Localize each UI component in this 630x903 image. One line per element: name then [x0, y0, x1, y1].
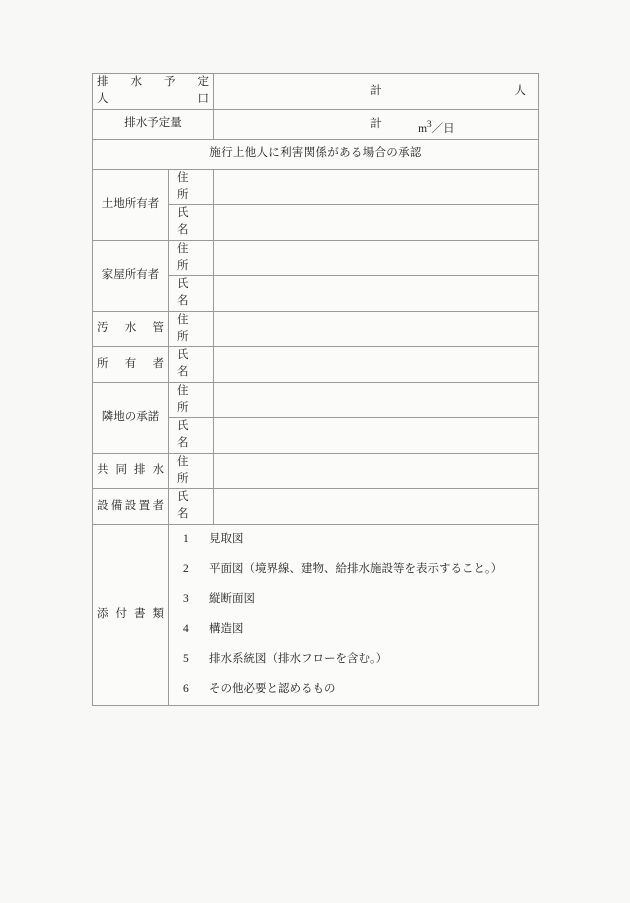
- label-planned-volume: 排水予定量: [93, 109, 214, 139]
- attachment-number: 1: [183, 532, 189, 545]
- label-jointinstaller-line1-text: 共 同 排 水: [97, 464, 164, 477]
- table-row-landowner-address: [93, 169, 539, 205]
- label-jointinstaller-line2: [93, 489, 169, 525]
- label-houseowner-name-text: 氏 名: [177, 278, 200, 308]
- label-neighbor-name: [169, 418, 214, 454]
- attachment-number: 5: [183, 652, 189, 665]
- table-row-jointinstaller-name: [93, 489, 539, 525]
- field-planned-population[interactable]: [214, 74, 539, 110]
- label-neighbor-address: [169, 382, 214, 418]
- label-landowner-address: [169, 169, 214, 205]
- label-neighbor-name-text: 氏 名: [177, 420, 200, 450]
- label-houseowner-address: [169, 240, 214, 276]
- label-jointinstaller-address: [169, 453, 214, 489]
- label-jointinstaller-line1: [93, 453, 169, 489]
- field-pipeowner-name[interactable]: [214, 347, 539, 383]
- unit-population: 人: [514, 84, 526, 97]
- list-item: [169, 675, 538, 705]
- planned-volume-inner: [214, 110, 538, 139]
- section-title-consent: 施行上他人に利害関係がある場合の承認: [93, 139, 539, 169]
- total-word-population: 計: [370, 84, 382, 97]
- unit-volume-tail: ／日: [431, 122, 455, 135]
- table-row-planned-population: [93, 74, 539, 110]
- attachment-text: 縦断面図: [209, 592, 255, 605]
- label-houseowner-name: [169, 276, 214, 312]
- label-planned-population-line2: 人 口: [97, 93, 209, 106]
- label-jointinstaller-name: [169, 489, 214, 525]
- attachments-list: [169, 525, 538, 705]
- label-planned-population: [93, 74, 214, 110]
- label-pipeowner-address-text: 住 所: [177, 313, 200, 343]
- label-houseowner-address-text: 住 所: [177, 242, 200, 272]
- field-pipeowner-address[interactable]: [214, 311, 539, 347]
- field-jointinstaller-address[interactable]: [214, 453, 539, 489]
- field-landowner-name[interactable]: [214, 205, 539, 241]
- list-item: [169, 615, 538, 645]
- unit-volume-base: m: [418, 122, 427, 135]
- field-houseowner-address[interactable]: [214, 240, 539, 276]
- attachment-number: 4: [183, 622, 189, 635]
- label-attachments: [93, 524, 169, 705]
- attachments-list-cell: [169, 524, 539, 705]
- attachment-text: 構造図: [209, 622, 244, 635]
- label-pipeowner-line2-text: 所 有 者: [97, 357, 164, 370]
- attachment-text: その他必要と認めるもの: [209, 682, 336, 695]
- table-row-pipeowner-address: [93, 311, 539, 347]
- table-row-pipeowner-name: [93, 347, 539, 383]
- unit-volume-superscript: 3: [426, 118, 432, 130]
- label-pipeowner-name: [169, 347, 214, 383]
- planned-population-inner: [214, 75, 538, 108]
- label-pipeowner-line1-text: 汚 水 管: [97, 322, 164, 335]
- list-item: [169, 555, 538, 585]
- table-row-neighbor-address: [93, 382, 539, 418]
- list-item: [169, 525, 538, 555]
- list-item: [169, 645, 538, 675]
- label-planned-population-line1: 排 水 予 定: [97, 76, 209, 88]
- attachment-number: 2: [183, 562, 189, 575]
- table-row-planned-volume: [93, 109, 539, 139]
- field-planned-volume[interactable]: [214, 109, 539, 139]
- attachment-number: 3: [183, 592, 189, 605]
- label-pipeowner-line2: [93, 347, 169, 383]
- label-landowner-name-text: 氏 名: [177, 207, 200, 237]
- table-row-section-title: [93, 139, 539, 169]
- field-neighbor-name[interactable]: [214, 418, 539, 454]
- field-jointinstaller-name[interactable]: [214, 489, 539, 525]
- total-word-volume: 計: [370, 117, 382, 130]
- table-row-jointinstaller-address: [93, 453, 539, 489]
- label-neighbor-address-text: 住 所: [177, 384, 200, 414]
- label-houseowner: 家屋所有者: [93, 240, 169, 311]
- attachment-text: 見取図: [209, 532, 244, 545]
- label-neighbor-consent: 隣地の承諾: [93, 382, 169, 453]
- field-neighbor-address[interactable]: [214, 382, 539, 418]
- label-jointinstaller-line2-text: 設備設置者: [97, 499, 164, 512]
- label-pipeowner-line1: [93, 311, 169, 347]
- field-houseowner-name[interactable]: [214, 276, 539, 312]
- table-row-houseowner-address: [93, 240, 539, 276]
- table-row-attachments: [93, 524, 539, 705]
- label-pipeowner-address: [169, 311, 214, 347]
- label-jointinstaller-name-text: 氏 名: [177, 491, 200, 521]
- unit-volume: [418, 110, 455, 144]
- drainage-application-table: [92, 73, 539, 706]
- field-landowner-address[interactable]: [214, 169, 539, 205]
- label-landowner-name: [169, 205, 214, 241]
- list-item: [169, 585, 538, 615]
- attachment-text: 排水系統図（排水フローを含む。）: [209, 652, 388, 665]
- label-attachments-text: 添 付 書 類: [97, 607, 164, 620]
- attachment-text: 平面図（境界線、建物、給排水施設等を表示すること。）: [209, 562, 503, 575]
- label-jointinstaller-address-text: 住 所: [177, 455, 200, 485]
- attachment-number: 6: [183, 682, 189, 695]
- label-landowner: 土地所有者: [93, 169, 169, 240]
- label-pipeowner-name-text: 氏 名: [177, 349, 200, 379]
- label-landowner-address-text: 住 所: [177, 171, 200, 201]
